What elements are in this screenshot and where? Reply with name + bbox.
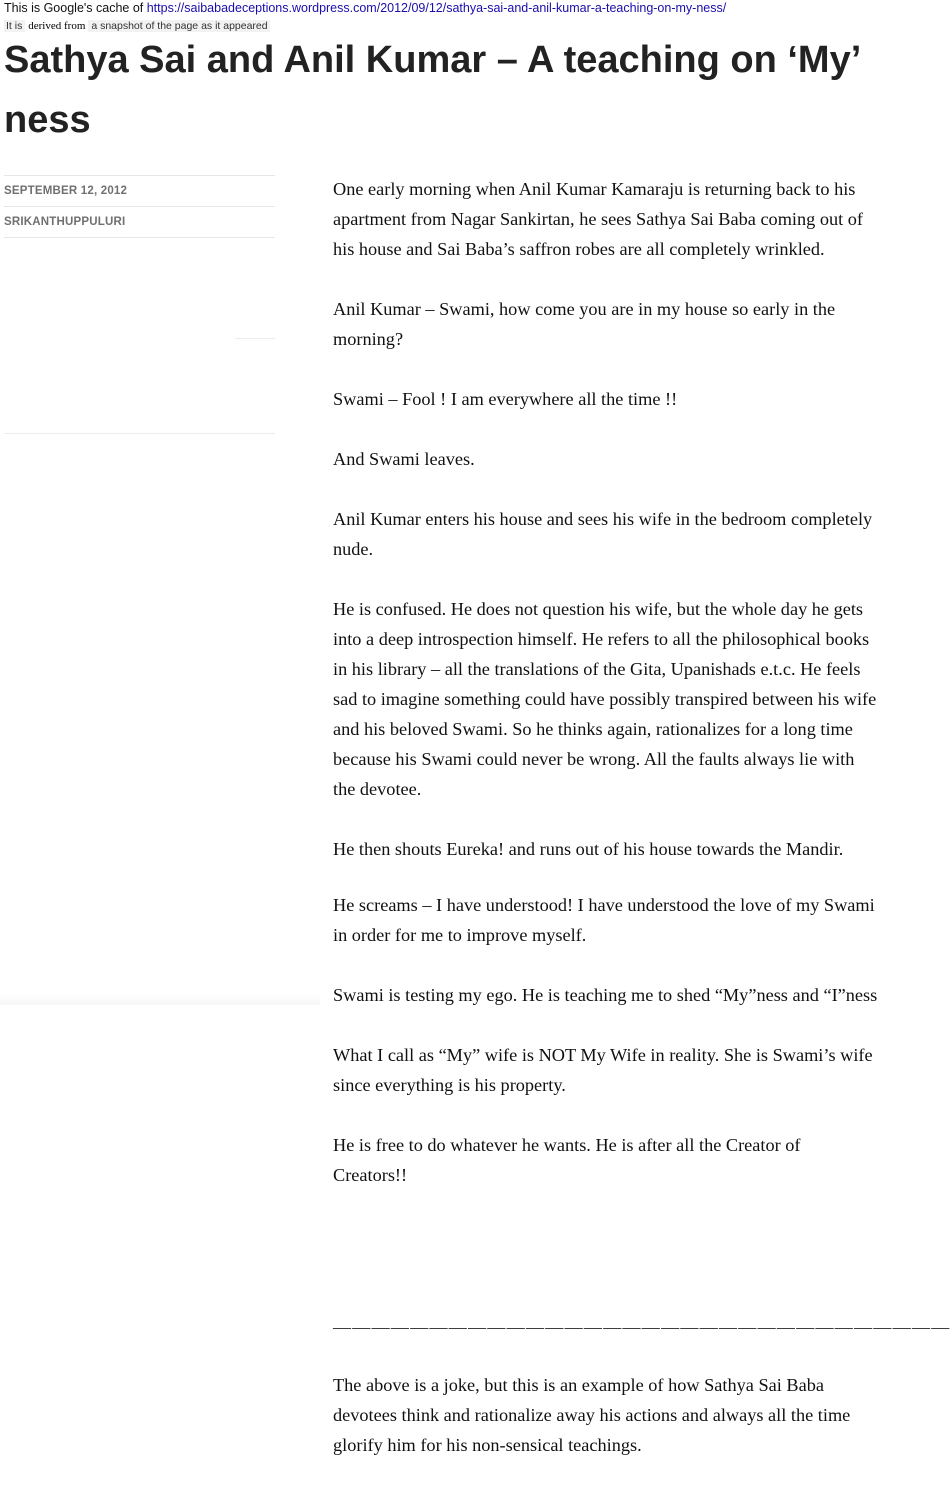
paragraph: And Swami leaves.: [333, 449, 475, 469]
sidebar-fade: [0, 993, 320, 1005]
paragraph: He then shouts Eureka! and runs out of his house towards the Mandir.: [333, 839, 844, 859]
paragraph: Anil Kumar – Swami, how come you are in my house so early in the morning?: [333, 299, 836, 349]
cache-prefix: This is Google's cache of: [4, 1, 147, 15]
paragraph: What I call as “My” wife is NOT My Wife in reality. She is Swami’s wife since everything is his property.: [333, 1045, 873, 1095]
post-author-text: SRIKANTHUPPULURI: [4, 216, 126, 228]
cache-note-highlight: derived from: [25, 20, 88, 32]
paragraph: One early morning when Anil Kumar Kamaraju is returning back to his apartment from Nagar Sankirtan, he sees Sathya Sai Baba coming out of his house and Sai Baba’s saffron robes are all completely wrinkled.: [333, 179, 864, 259]
cache-note-start: It is: [6, 20, 23, 32]
post-title: Sathya Sai and Anil Kumar – A teaching on ‘My’ ness: [4, 39, 860, 141]
sidebar-divider: [4, 433, 275, 434]
paragraph: He screams – I have understood! I have understood the love of my Swami in order for me to improve myself.: [333, 895, 875, 945]
post-date[interactable]: [4, 175, 275, 206]
post-meta: [4, 175, 275, 238]
post-date-text: SEPTEMBER 12, 2012: [4, 185, 128, 197]
paragraph: Anil Kumar enters his house and sees his wife in the bedroom completely nude.: [333, 509, 873, 559]
sidebar-divider: [235, 338, 275, 339]
paragraph: Swami – Fool ! I am everywhere all the time !!: [333, 389, 678, 409]
paragraph: Swami is testing my ego. He is teaching me to shed “My”ness and “I”ness: [333, 985, 878, 1005]
post-content: [333, 174, 878, 1220]
paragraph: He is confused. He does not question his wife, but the whole day he gets into a deep introspection himself. He refers to all the philosophical books in his library – all the translations of the Gita, Upanishads e.t.c. He feels sad to imagine something could have possibly transpired between his wife and his beloved Swami. So he thinks again, rationalizes for a long time because his Swami could never be wrong. All the faults always lie with the devotee.: [333, 599, 877, 799]
post-author[interactable]: [4, 206, 275, 238]
cache-url-link[interactable]: https://saibabadeceptions.wordpress.com/2012/09/12/sathya-sai-and-anil-kumar-a-teaching-on-my-ness/: [146, 1, 727, 15]
closing-paragraph: The above is a joke, but this is an example of how Sathya Sai Baba devotees think and rationalize away his actions and always all the time glorify him for his non-sensical teachings.: [333, 1375, 851, 1455]
cache-note-end: a snapshot of the page as it appeared: [91, 20, 268, 32]
cache-notice: [4, 1, 726, 15]
paragraph: He is free to do whatever he wants. He is after all the Creator of Creators!!: [333, 1135, 801, 1185]
separator-line: ————————————————————————————————: [333, 1317, 951, 1337]
